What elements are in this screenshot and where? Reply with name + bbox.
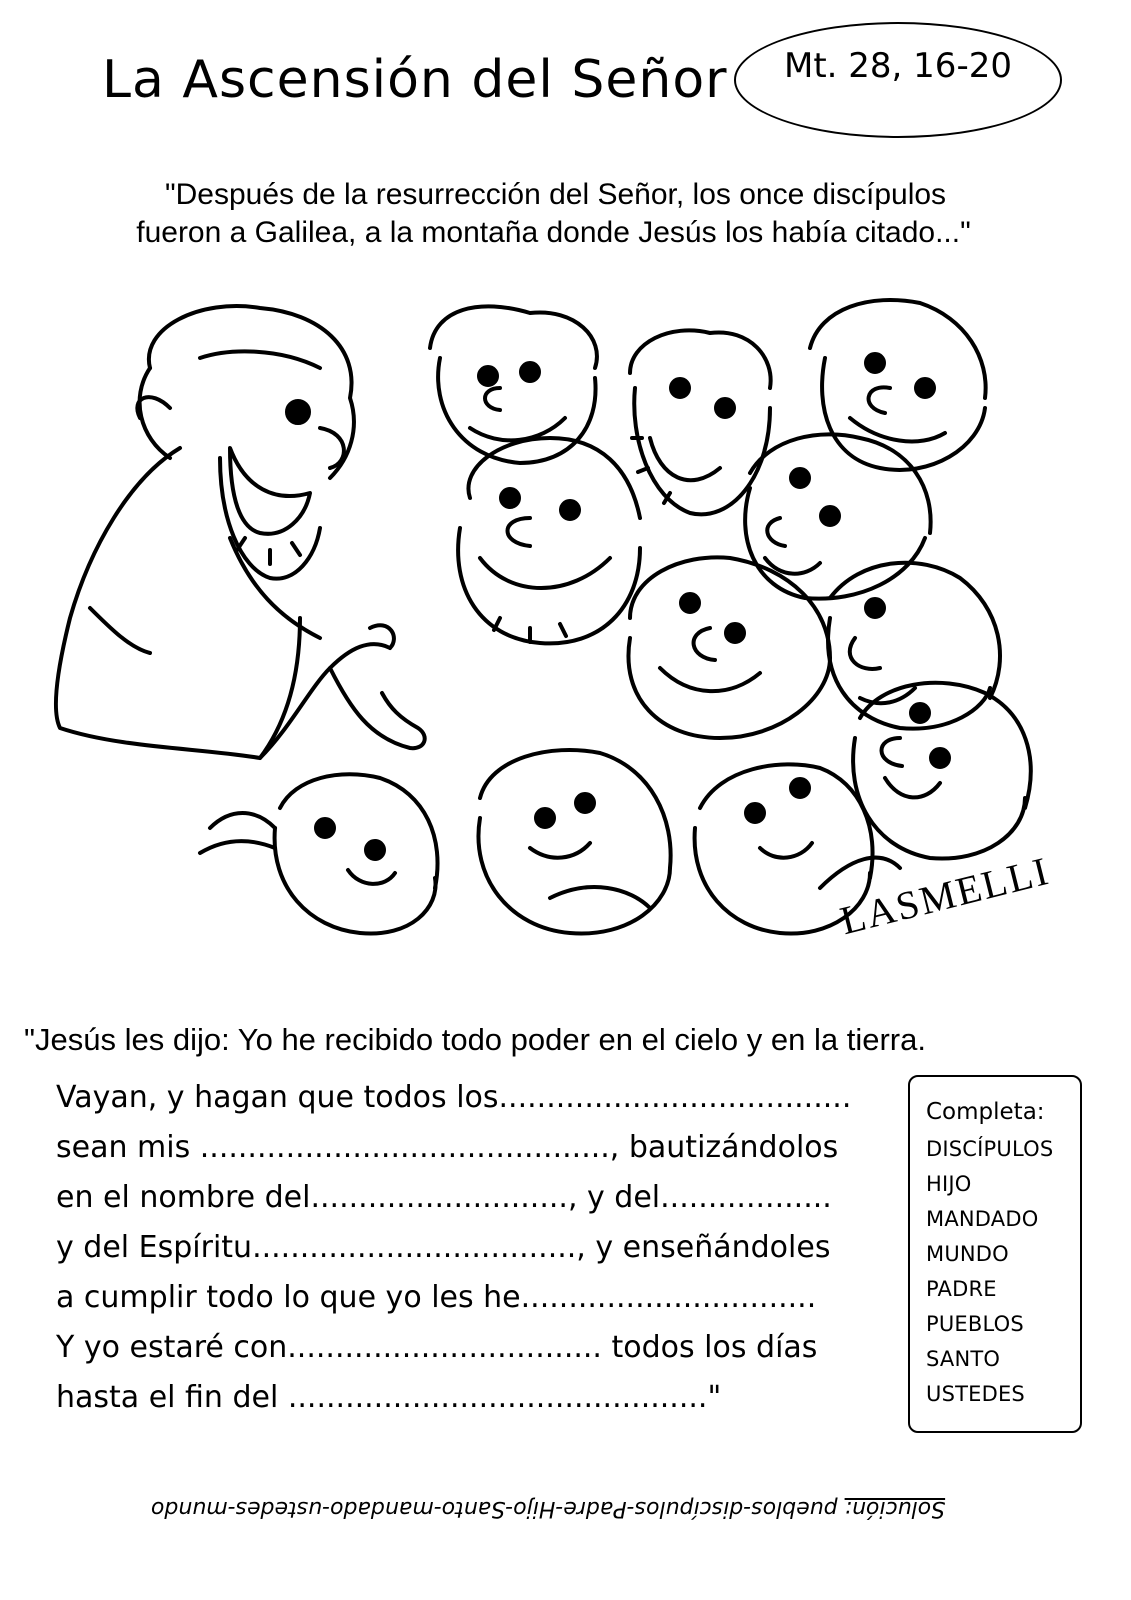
scripture-reference-oval [734,22,1062,138]
word-bank-item: USTEDES [926,1382,1025,1406]
page-title: La Ascensión del Señor [102,50,728,110]
word-bank-item: MUNDO [926,1242,1009,1266]
disciple-head-5 [745,434,930,598]
word-bank-item: SANTO [926,1347,1001,1371]
intro-line-1: "Después de la resurrección del Señor, los once discípulos [164,178,947,211]
word-bank-item: PADRE [926,1277,997,1301]
fill-in-line-2: sean mis ..........................................., bautizándolos [56,1130,839,1165]
disciple-head-6 [628,557,830,738]
word-bank-item: MANDADO [926,1207,1039,1231]
disciple-head-4 [458,438,640,643]
fill-in-line-6: Y yo estaré con................................. todos los días [56,1330,818,1365]
fill-in-line-3: en el nombre del..........................., y del.................. [56,1180,832,1215]
word-bank-heading: Completa: [926,1099,1045,1125]
word-bank-item: DISCÍPULOS [926,1137,1054,1161]
solution-text: pueblos-discípulos-Padre-Hijo-Santo-mandado-ustedes-mundo [150,1496,845,1521]
disciple-head-9 [200,774,438,933]
disciple-head-10 [478,750,670,933]
disciple-head-8 [853,683,1031,859]
disciple-head-3 [810,300,986,470]
word-bank-item: PUEBLOS [926,1312,1024,1336]
artist-signature: LASMELLI [835,847,1055,944]
jesus-figure [56,306,425,758]
word-bank-item: HIJO [926,1172,972,1196]
fill-in-line-5: a cumplir todo lo que yo les he............................... [56,1280,817,1315]
solution-label: Solución: [844,1496,946,1521]
fill-in-line-4: y del Espíritu.................................., y enseñándoles [56,1230,831,1265]
word-bank-box [908,1075,1082,1433]
upside-down-solution [128,1496,968,1521]
fill-in-line-7: hasta el fin del ............................................" [56,1380,722,1415]
scripture-reference: Mt. 28, 16-20 [784,46,1012,86]
intro-line-2: fueron a Galilea, a la montaña donde Jesús los había citado..." [136,216,971,249]
fill-in-line-1: Vayan, y hagan que todos los..................................... [56,1080,852,1115]
jesus-quote: "Jesús les dijo: Yo he recibido todo poder en el cielo y en la tierra. [24,1022,926,1057]
